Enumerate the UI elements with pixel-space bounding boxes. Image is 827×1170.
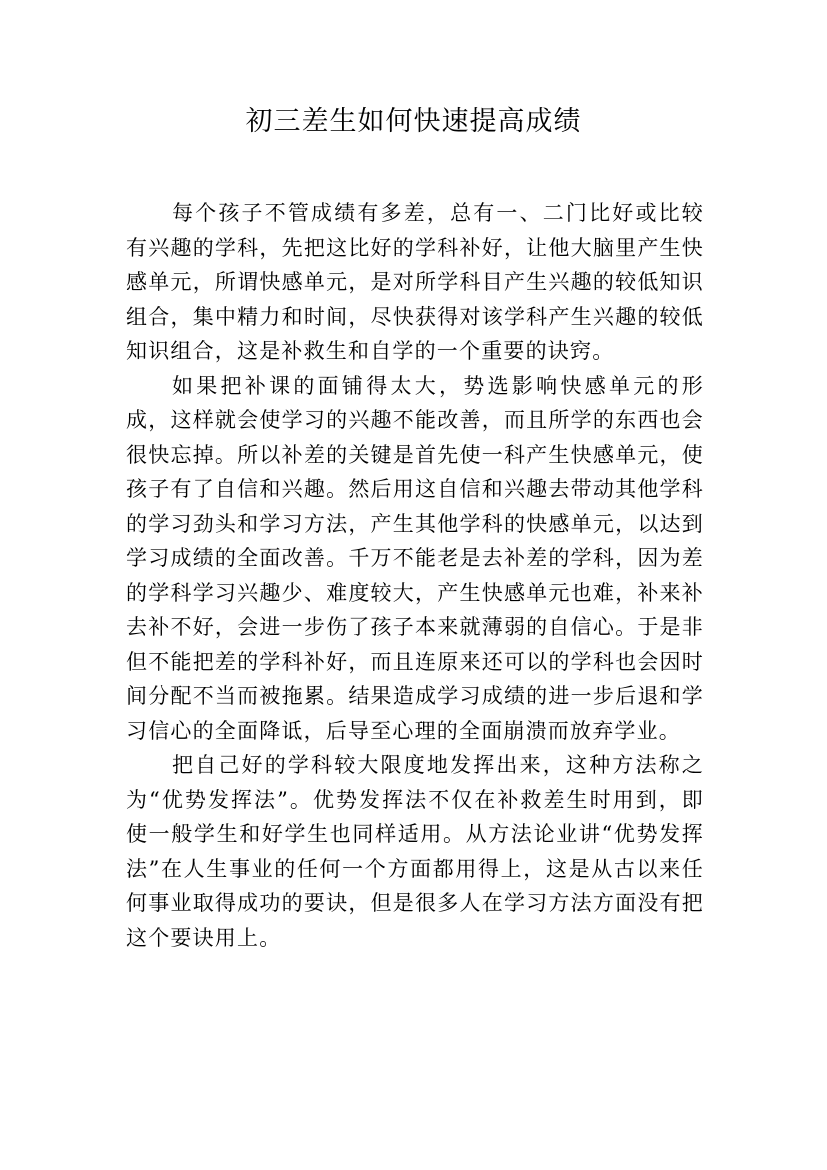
document-body (126, 196, 704, 955)
document-title: 初三差生如何快速提高成绩 (245, 106, 582, 137)
paragraph-1: 每个孩子不管成绩有多差，总有一、二门比好或比较有兴趣的学科，先把这比好的学科补好，让他大脑里产生快感单元，所谓快感单元，是对所学科目产生兴趣的较低知识组合，集中精力和时间，尽快获得对该学科产生兴趣的较低知识组合，这是补救生和自学的一个重要的诀窍。 (126, 201, 704, 363)
paragraph-3: 把自己好的学科较大限度地发挥出来，这种方法称之为“优势发挥法”。优势发挥法不仅在补救差生时用到，即使一般学生和好学生也同样适用。从方法论业讲“优势发挥法”在人生事业的任何一个方面都用得上，这是从古以来任何事业取得成功的要诀，但是很多人在学习方法方面没有把这个要诀用上。 (126, 753, 704, 950)
paragraph-2: 如果把补课的面铺得太大，势选影响快感单元的形成，这样就会使学习的兴趣不能改善，而且所学的东西也会很快忘掉。所以补差的关键是首先使一科产生快感单元，使孩子有了自信和兴趣。然后用这自信和兴趣去带动其他学科的学习劲头和学习方法，产生其他学科的快感单元，以达到学习成绩的全面改善。千万不能老是去补差的学科，因为差的学科学习兴趣少、难度较大，产生快感单元也难，补来补去补不好，会进一步伤了孩子本来就薄弱的自信心。于是非但不能把差的学科补好，而且连原来还可以的学科也会因时间分配不当而被拖累。结果造成学习成绩的进一步后退和学习信心的全面降诋，后导至心理的全面崩溃而放弃学业。 (126, 373, 704, 743)
